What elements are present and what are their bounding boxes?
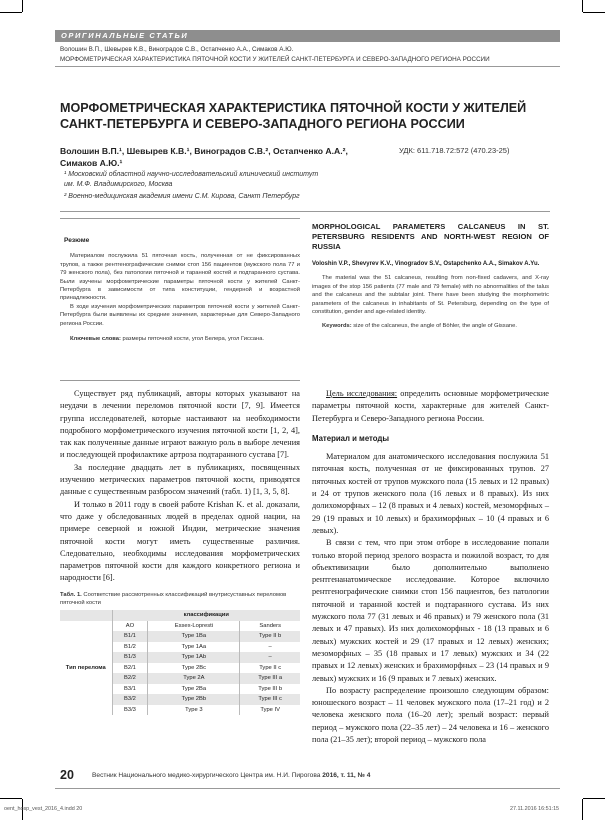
- crop-mark: [22, 0, 23, 12]
- table-cell: AO: [112, 621, 148, 632]
- affiliation-1-cont: им. М.Ф. Владимирского, Москва: [64, 181, 173, 188]
- table-cell: B3/1: [112, 684, 148, 695]
- aim-label: Цель исследования:: [326, 389, 398, 398]
- table-cell: Type 1Aa: [148, 642, 240, 653]
- crop-mark: [582, 799, 583, 820]
- table-cell: B3/2: [112, 694, 148, 705]
- abstract-en-keywords: [312, 322, 549, 330]
- crop-mark: [0, 798, 22, 799]
- abstract-divider: [60, 218, 300, 219]
- table-cell: Type 1Ab: [148, 652, 240, 663]
- running-title: МОРФОМЕТРИЧЕСКАЯ ХАРАКТЕРИСТИКА ПЯТОЧНОЙ КОСТИ У ЖИТЕЛЕЙ САНКТ-ПЕТЕРБУРГА И СЕВЕРО-ЗАПАДНОГО РЕГИОНА РОССИИ: [60, 56, 490, 63]
- table-cell: Type III a: [240, 673, 300, 684]
- body-paragraph: И только в 2011 году в своей работе Krishan K. et al. доказали, что даже у обследованных людей в пределах одной нации, на примере северной и южной Индии, метрические значения пяточной кости могут иметь существенные различия. Следовательно, необходимы исследования морфометрических параметров пяточной кости для каждого конкретного региона и народности [6].: [60, 499, 300, 583]
- crop-mark: [583, 798, 605, 799]
- abstract-ru-p1: Материалом послужила 51 пяточная кость, полученная от не фиксированных трупов, а также рентгенографические снимки стоп 156 пациентов (мужского пола 77 и 79 женского пола), без патологии пяточной и таранной костей и подтаранного сустава. Были изучены морфометрические параметры пяточной кости у жителей Санкт-Петербурга в зависимости от типа конституции, гендерной и возрастной принадлежности.: [60, 253, 300, 302]
- abstract-ru: [60, 237, 300, 343]
- authors-line-1: Волошин В.П.¹, Шевырев К.В.¹, Виноградов С.В.², Остапченко А.А.²,: [60, 146, 348, 156]
- table-cell: Type 1Ba: [148, 631, 240, 642]
- table-cell: Type 2Ba: [148, 684, 240, 695]
- header-divider: [55, 66, 560, 67]
- body-paragraph: Материалом для анатомического исследования послужила 51 пяточная кость, полученная от не фиксированных трупов. 27 пяточных костей от трупов мужского пола (15 левых и 12 правых) и 24 от трупов женского пола (16 левых и 8 правых). Из них долихоморфных – 12 (8 правых и 4 левых) костей, мезоморфных – 29 (19 правых и 10 левых) и брахиморфных – 10 (4 правых и 6 левых).: [312, 452, 549, 535]
- journal-name: Вестник Национального медико-хирургического Центра им. Н.И. Пирогова: [92, 772, 323, 779]
- body-paragraph: По возрасту распределение произошло следующим образом: юношеского возраст – 11 человек мужского пола (17–21 год) и 2 человека женского пола (16–20 лет); зрелый возраст: первый период – мужского пола (22–35 лет) – 24 человека и 16 – женского пола (21–35 лет); второй период – мужского пола: [312, 685, 549, 745]
- table-cell: Sanders: [240, 621, 300, 632]
- keywords-label-en: Keywords:: [322, 323, 352, 330]
- table-cell: B1/2: [112, 642, 148, 653]
- print-slug-file: oent_hosp_vest_2016_4.indd 20: [4, 806, 83, 812]
- table-cell: B2/2: [112, 673, 148, 684]
- table-cell: Type 2Bc: [148, 663, 240, 674]
- table-row-header: Тип перелома: [60, 621, 112, 716]
- abstract-ru-p2: В ходе изучения морфометрических параметров пяточной кости у жителей Санкт-Петербурга были выявлены их средние значения, характерные для Северо-Западного региона России.: [60, 303, 300, 327]
- table-group-header: классификации: [112, 610, 300, 621]
- aim-text: определить основные морфометрические параметры пяточной кости, характерные для жителей Санкт-Петербурга и Северо-Западного региона России.: [312, 389, 549, 423]
- footer-divider: [55, 788, 560, 789]
- table-cell: –: [240, 642, 300, 653]
- table-caption-label: Табл. 1.: [60, 592, 82, 598]
- section-banner: [55, 30, 560, 42]
- affiliation-divider: [60, 211, 550, 212]
- table-caption-text: Соответствие рассмотренных классификаций внутрисуставных переломов пяточной кости: [60, 592, 287, 606]
- journal-issue: 2016, т. 11, № 4: [322, 772, 371, 779]
- affiliation-2: ² Военно-медицинская академия имени С.М. Кирова, Санкт Петербург: [64, 193, 300, 200]
- table-cell: Type 3: [148, 705, 240, 716]
- keywords-text: размеры пяточной кости, угол Белера, угол Гиссана.: [122, 336, 265, 343]
- abstract-en-title: MORPHOLOGICAL PARAMETERS CALCANEUS IN ST. PETERSBURG RESIDENTS AND NORTH-WEST REGION OF RUSSIA: [312, 222, 549, 251]
- body-paragraph: За последние двадцать лет в публикациях, посвященных изучению метрических параметров пяточной кости, приводятся данные с существенным разбросом значений (табл. 1) [1, 3, 5, 8].: [60, 462, 300, 497]
- table-cell: Essex-Lopresti: [148, 621, 240, 632]
- print-slug-date: 27.11.2016 16:51:15: [510, 806, 560, 812]
- abstract-en-p1: The material was the 51 calcaneus, resulting from non-fixed cadavers, and X-ray images of the stop 156 patients (77 male and 79 female) with no abnormalities of the talus and the calcaneus and the subtalar joint. There have been studying the morphometric parameters of the calcaneus in inhabitants of St. Petersburg, depending on the type of constitution, gender and age-related identity.: [312, 275, 549, 316]
- table-cell: Type 2Bb: [148, 694, 240, 705]
- body-paragraph: Существует ряд публикаций, авторы которых указывают на неудачи в лечении переломов пяточной кости [7, 9]. Имеется группа исследователей, которые настаивают на необходимости подробного морфометрического изучения пяточной кости [1, 2, 4], так как полученные данные играют важную роль в выборе лечения и последующей профилактике артроза подтаранного сустава [7].: [60, 389, 300, 460]
- authors-line-2: Симаков А.Ю.¹: [60, 158, 123, 168]
- fracture-classification-table: [60, 610, 300, 715]
- table-cell: B1/3: [112, 652, 148, 663]
- running-authors: Волошин В.П., Шевырев К.В., Виноградов С.В., Остапченко А.А., Симаков А.Ю.: [60, 46, 294, 53]
- section-label: ОРИГИНАЛЬНЫЕ СТАТЬИ: [61, 31, 189, 40]
- journal-footer: [92, 772, 370, 779]
- udc-code: УДК: 611.718.72:572 (470.23-25): [399, 146, 510, 155]
- abstract-bottom-divider: [60, 380, 300, 381]
- abstract-en: [312, 222, 549, 331]
- abstract-en-authors: Voloshin V.P., Shevyrev K.V., Vinogradov S.V., Ostapchenko A.A., Simakov A.Yu.: [312, 261, 540, 267]
- page-number: 20: [60, 768, 74, 782]
- table-cell: B3/3: [112, 705, 148, 716]
- affiliation-1: ¹ Московский областной научно-исследовательский клинический институт: [64, 171, 319, 178]
- abstract-ru-keywords: [60, 335, 300, 343]
- crop-mark: [0, 12, 22, 13]
- body-right-column: [312, 388, 549, 746]
- table-cell: B1/1: [112, 631, 148, 642]
- body-left-column: [60, 388, 300, 585]
- keywords-text-en: size of the calcaneus, the angle of Böhler, the angle of Gissane.: [353, 323, 517, 330]
- article-title: МОРФОМЕТРИЧЕСКАЯ ХАРАКТЕРИСТИКА ПЯТОЧНОЙ КОСТИ У ЖИТЕЛЕЙ САНКТ-ПЕТЕРБУРГА И СЕВЕРО-ЗАПАДНОГО РЕГИОНА РОССИИ: [60, 101, 527, 131]
- table-cell: Type II b: [240, 631, 300, 642]
- table-cell: Type III c: [240, 694, 300, 705]
- table-cell: Type II c: [240, 663, 300, 674]
- table-cell: –: [240, 652, 300, 663]
- crop-mark: [583, 12, 605, 13]
- article-authors: [60, 145, 390, 169]
- methods-heading: Материал и методы: [312, 433, 390, 443]
- aim-paragraph: [312, 388, 549, 425]
- body-paragraph: В связи с тем, что при этом отборе в исследование попали только второй период зрелого возраста и пожилой возраст, то для объективизации было дополнительно выполнено рентгенанатомическое исследование. Которое включило рентгенографические снимки стоп 156 пациентов, без патологии пяточной и таранной костей и подтаранного сустава. Из них мужского пола 77 (31 левых и 46 правых) и 79 женского пола (31 левых и 47 правых). Из них долихоморфных - 18 (13 правых и 6 левых) мужских костей и 29 (17 правых и 12 левых) женских; мезоморфных – 35 (18 правых и 17 левых) мужских и 34 (22 правых и 12 левых) женских и брахиморфных – 23 (14 правых и 9 левых) мужских и 16 (9 правых и 7 левых) женских.: [312, 538, 549, 683]
- table-caption: [60, 591, 300, 607]
- table-cell: Type IV: [240, 705, 300, 716]
- keywords-label: Ключевые слова:: [70, 336, 121, 343]
- table-cell: B2/1: [112, 663, 148, 674]
- table-cell: Type III b: [240, 684, 300, 695]
- table-cell: Type 2A: [148, 673, 240, 684]
- crop-mark: [582, 0, 583, 12]
- abstract-ru-heading: Резюме: [64, 237, 90, 244]
